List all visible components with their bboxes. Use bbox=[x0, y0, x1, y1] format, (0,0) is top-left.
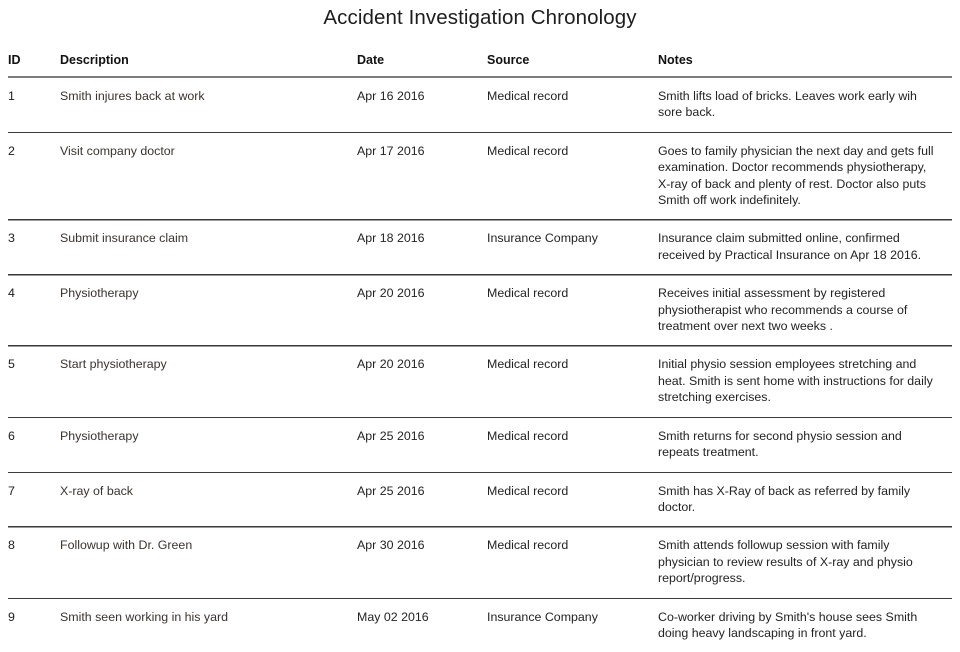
cell-date: Apr 30 2016 bbox=[357, 538, 425, 553]
cell-source: Medical record bbox=[487, 286, 569, 301]
cell-date: Apr 17 2016 bbox=[357, 143, 425, 158]
cell-date: May 02 2016 bbox=[357, 609, 429, 624]
table-row bbox=[8, 275, 952, 346]
cell-source: Insurance Company bbox=[487, 609, 598, 624]
cell-description: Physiotherapy bbox=[60, 286, 139, 301]
cell-date: Apr 25 2016 bbox=[357, 483, 425, 498]
page-title: Accident Investigation Chronology bbox=[323, 6, 637, 29]
cell-id: 1 bbox=[8, 89, 15, 103]
table-row bbox=[8, 527, 952, 598]
cell-date: Apr 20 2016 bbox=[357, 286, 425, 301]
table-body bbox=[8, 77, 952, 652]
cell-description: Smith injures back at work bbox=[60, 89, 205, 103]
table-header bbox=[8, 53, 952, 77]
column-header-id: ID bbox=[8, 53, 60, 77]
column-header-date: Date bbox=[357, 53, 487, 77]
cell-id: 3 bbox=[8, 231, 15, 246]
cell-notes: Smith returns for second physio session and repeats treatment. bbox=[658, 428, 902, 460]
cell-date: Apr 20 2016 bbox=[357, 357, 425, 372]
column-header-description: Description bbox=[60, 53, 357, 77]
cell-id: 8 bbox=[8, 538, 15, 553]
cell-source: Medical record bbox=[487, 428, 569, 443]
table-row bbox=[8, 346, 952, 417]
cell-source: Medical record bbox=[487, 483, 569, 498]
cell-notes: Initial physio session employees stretching and heat. Smith is sent home with instructions for daily stretching exercises. bbox=[658, 357, 933, 405]
cell-date: Apr 16 2016 bbox=[357, 89, 425, 103]
column-header-source: Source bbox=[487, 53, 658, 77]
cell-notes: Co-worker driving by Smith's house sees Smith doing heavy landscaping in front yard. bbox=[658, 609, 918, 640]
cell-description: Start physiotherapy bbox=[60, 357, 167, 372]
cell-notes: Smith lifts load of bricks. Leaves work early wih sore back. bbox=[658, 89, 917, 120]
cell-id: 5 bbox=[8, 357, 15, 372]
table-row bbox=[8, 417, 952, 472]
cell-date: Apr 25 2016 bbox=[357, 428, 425, 443]
table-row bbox=[8, 77, 952, 132]
cell-description: Visit company doctor bbox=[60, 143, 175, 158]
cell-description: Smith seen working in his yard bbox=[60, 609, 229, 624]
chronology-table bbox=[8, 53, 952, 652]
cell-notes: Smith has X-Ray of back as referred by family doctor. bbox=[658, 483, 911, 514]
table-row bbox=[8, 220, 952, 275]
cell-source: Insurance Company bbox=[487, 231, 598, 246]
cell-id: 9 bbox=[8, 609, 15, 624]
cell-source: Medical record bbox=[487, 89, 569, 103]
cell-date: Apr 18 2016 bbox=[357, 231, 425, 246]
cell-source: Medical record bbox=[487, 357, 569, 372]
cell-description: Followup with Dr. Green bbox=[60, 538, 193, 553]
cell-id: 7 bbox=[8, 483, 15, 498]
cell-notes: Smith attends followup session with family physician to review results of X-ray and physio report/progress. bbox=[658, 538, 913, 586]
column-header-notes: Notes bbox=[658, 53, 952, 77]
cell-source: Medical record bbox=[487, 143, 569, 158]
table-row bbox=[8, 472, 952, 527]
cell-id: 2 bbox=[8, 143, 15, 158]
cell-description: Submit insurance claim bbox=[60, 231, 189, 246]
cell-notes: Goes to family physician the next day and gets full examination. Doctor recommends physiotherapy, X-ray of back and plenty of rest. Doctor also puts Smith off work indefinitely. bbox=[658, 143, 934, 208]
cell-description: X-ray of back bbox=[60, 483, 133, 498]
table-row bbox=[8, 598, 952, 652]
table-header-row bbox=[8, 53, 952, 77]
table-row bbox=[8, 132, 952, 220]
cell-source: Medical record bbox=[487, 538, 569, 553]
cell-id: 6 bbox=[8, 428, 15, 443]
cell-notes: Insurance claim submitted online, confirmed received by Practical Insurance on Apr 18 2016. bbox=[658, 231, 922, 262]
cell-notes: Receives initial assessment by registered physiotherapist who recommends a course of treatment over next two weeks . bbox=[658, 286, 908, 334]
cell-description: Physiotherapy bbox=[60, 428, 139, 443]
cell-id: 4 bbox=[8, 286, 15, 301]
